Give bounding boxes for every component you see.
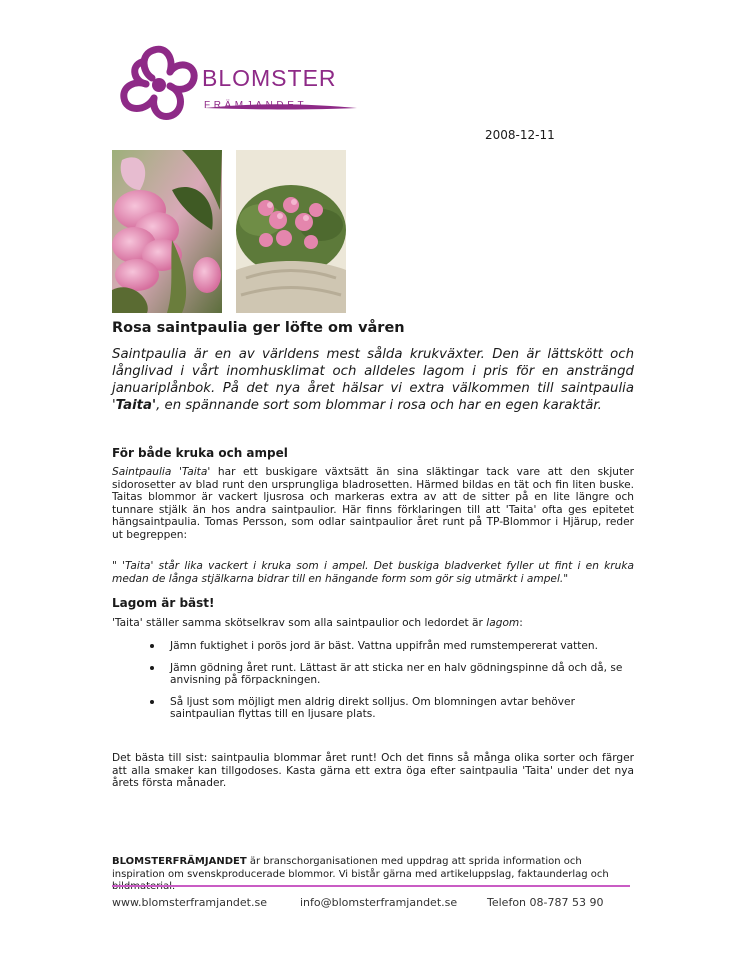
document-date: 2008-12-11 bbox=[485, 128, 555, 142]
phone-number: Telefon 08-787 53 90 bbox=[487, 896, 604, 909]
blomsterframjandet-logo bbox=[112, 42, 362, 132]
quote-close: " bbox=[563, 572, 569, 585]
footer-org-name: BLOMSTERFRÄMJANDET bbox=[112, 856, 247, 867]
list-item: Så ljust som möjligt men aldrig direkt solljus. Om blomningen avtar behöver saintpaulian flyttas till en ljusare plats. bbox=[112, 696, 634, 721]
grower-quote bbox=[112, 560, 634, 585]
care-intro-colon: : bbox=[519, 617, 523, 629]
email-link[interactable]: info@blomsterframjandet.se bbox=[300, 896, 458, 909]
care-intro-text: 'Taita' ställer samma skötselkrav som alla saintpaulior och ledordet är bbox=[112, 617, 487, 629]
quote-open: " bbox=[112, 560, 123, 572]
variety-name: Saintpaulia 'Taita' bbox=[112, 466, 211, 478]
care-intro bbox=[112, 617, 634, 630]
quote-text: 'Taita' står lika vackert i kruka som i ampel. Det buskiga bladverket fyller ut fint i en kruka medan de långa stjälkarna bidrar till en hängande form som gör sig utmärkt i ampel. bbox=[112, 560, 634, 585]
footer-description bbox=[112, 856, 634, 894]
section-heading-lagom: Lagom är bäst! bbox=[112, 596, 215, 610]
flower-closeup-photo bbox=[112, 150, 222, 313]
logo-wordmark: BLOMSTER bbox=[202, 65, 337, 91]
closing-paragraph: Det bästa till sist: saintpaulia blommar året runt! Och det finns så många olika sorter och färger att alla smaker kan tillgodoses. Kasta gärna ett extra öga efter saintpaulia 'Taita' under det nya årets första månader. bbox=[112, 752, 634, 790]
list-item: Jämn gödning året runt. Lättast är att sticka ner en halv gödningspinne då och då, se anvisning på förpackningen. bbox=[112, 662, 634, 687]
lead-paragraph bbox=[112, 346, 634, 414]
section-heading-kruka-ampel: För både kruka och ampel bbox=[112, 446, 288, 460]
potted-plant-photo bbox=[236, 150, 346, 313]
footer-divider bbox=[112, 885, 630, 887]
lead-variety-name: Taita' bbox=[115, 398, 157, 413]
lead-text-end: , en spännande sort som blommar i rosa och har en egen karaktär. bbox=[156, 398, 602, 413]
care-keyword: lagom bbox=[486, 617, 520, 629]
paragraph-text: har ett buskigare växtsätt än sina släktingar tack vare att den skjuter sidorosetter av blad runt den ursprungliga bladrosetten. Härmed bildas en tät och fin liten buske. Taitas blommor är vackert ljusrosa och markeras extra av att de sitter på en lite längre och tunnare stjälk än hos andra saintpaulior. Här finns förklaringen till att 'Taita' ofta ges epitetet hängsaintpaulia. Tomas Persson, som odlar saintpaulior året runt på TP-Blommor i Hjärup, reder ut begreppen: bbox=[112, 466, 635, 541]
care-list bbox=[112, 640, 634, 730]
website-link[interactable]: www.blomsterframjandet.se bbox=[112, 896, 267, 909]
body-paragraph-1 bbox=[112, 466, 634, 542]
footer-text: är branschorganisationen med uppdrag att sprida information och inspiration om svenskproducerade blommor. Vi bistår gärna med artikeluppslag, faktaunderlag och bbox=[112, 856, 609, 880]
list-item: Jämn fuktighet i porös jord är bäst. Vattna uppifrån med rumstempererat vatten. bbox=[112, 640, 634, 653]
article-headline: Rosa saintpaulia ger löfte om våren bbox=[112, 320, 405, 336]
lead-text: Saintpaulia är en av världens mest sålda krukväxter. Den är lättskött och långlivad i vårt inomhusklimat och alldeles lagom i pris för en ansträngd januariplånbok. På det nya året hälsar vi extra välkommen till saintpaulia ' bbox=[112, 347, 634, 413]
logo-subtitle: FRÄMJANDET bbox=[204, 100, 308, 111]
